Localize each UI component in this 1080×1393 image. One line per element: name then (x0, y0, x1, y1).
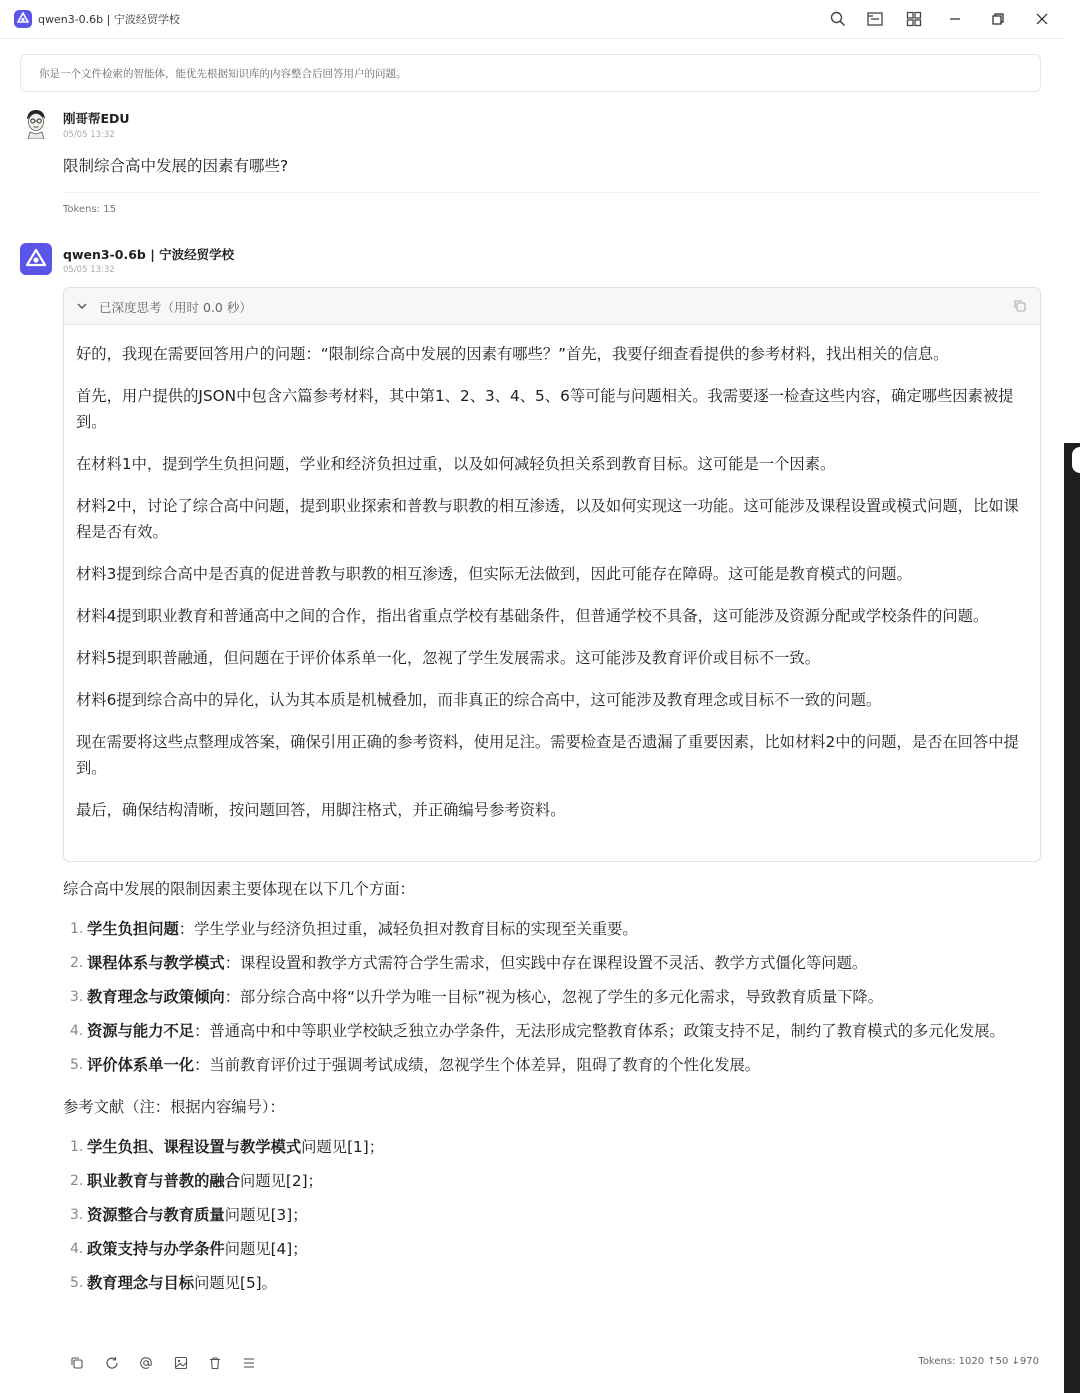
list-item: 1. 学生负担、课程设置与教学模式问题见[1]； (70, 1138, 385, 1156)
list-item: 2. 课程体系与教学模式：课程设置和教学方式需符合学生需求，但实践中存在课程设置不灵活、教学方式僵化等问题。 (70, 954, 868, 972)
user-avatar (20, 107, 52, 139)
app-logo-icon (14, 10, 32, 28)
assistant-message-time: 05/05 13:32 (63, 265, 115, 275)
minimize-icon[interactable] (945, 9, 965, 29)
thinking-paragraph: 最后，确保结构清晰，按问题回答，用脚注格式，并正确编号参考资料。 (76, 801, 566, 819)
thinking-paragraph: 材料4提到职业教育和普通高中之间的合作，指出省重点学校有基础条件，但普通学校不具备，这可能涉及资源分配或学校条件的问题。 (76, 607, 989, 625)
split-view-icon[interactable] (865, 9, 885, 29)
thinking-header[interactable] (64, 288, 1040, 325)
grid-icon[interactable] (904, 9, 924, 29)
assistant-answer (63, 876, 1039, 1312)
list-item: 3. 资源整合与教育质量问题见[3]； (70, 1206, 308, 1224)
thinking-paragraph: 材料5提到职普融通，但问题在于评价体系单一化，忽视了学生发展需求。这可能涉及教育评价或目标不一致。 (76, 649, 820, 667)
answer-intro: 综合高中发展的限制因素主要体现在以下几个方面： (63, 880, 415, 898)
menu-icon[interactable] (241, 1355, 257, 1371)
regenerate-icon[interactable] (104, 1355, 120, 1371)
user-message-time: 05/05 13:32 (63, 130, 115, 140)
user-question: 限制综合高中发展的因素有哪些? (63, 157, 289, 175)
mention-icon[interactable] (138, 1355, 154, 1371)
factor-list (63, 916, 1039, 1078)
search-icon[interactable] (828, 9, 848, 29)
system-prompt-text: 你是一个文件检索的智能体，能优先根据知识库的内容整合后回答用户的问题。 (39, 68, 407, 80)
user-tokens: Tokens: 15 (63, 204, 116, 215)
list-item: 2. 职业教育与普教的融合问题见[2]； (70, 1172, 323, 1190)
references-intro: 参考文献（注：根据内容编号）： (63, 1098, 285, 1116)
assistant-name: qwen3-0.6b | 宁波经贸学校 (63, 247, 235, 262)
thinking-title: 已深度思考（用时 0.0 秒） (99, 300, 252, 315)
thinking-paragraph: 材料2中，讨论了综合高中问题，提到职业探索和普教与职教的相互渗透，以及如何实现这一功能。这可能涉及课程设置或模式问题，比如课程是否有效。 (76, 497, 1019, 541)
thinking-paragraph: 好的，我现在需要回答用户的问题：“限制综合高中发展的因素有哪些？”首先，我要仔细查看提供的参考材料，找出相关的信息。 (76, 345, 949, 363)
copy-icon[interactable] (69, 1355, 85, 1371)
list-item: 5. 教育理念与目标问题见[5]。 (70, 1274, 277, 1292)
list-item: 3. 教育理念与政策倾向：部分综合高中将“以升学为唯一目标”视为核心，忽视了学生的多元化需求，导致教育质量下降。 (70, 988, 884, 1006)
list-item: 4. 资源与能力不足：普通高中和中等职业学校缺乏独立办学条件，无法形成完整教育体系；政策支持不足，制约了教育模式的多元化发展。 (70, 1022, 1005, 1040)
chevron-down-icon[interactable] (74, 298, 90, 314)
window-title: qwen3-0.6b | 宁波经贸学校 (38, 13, 180, 26)
thinking-paragraph: 在材料1中，提到学生负担问题，学业和经济负担过重，以及如何减轻负担关系到教育目标。这可能是一个因素。 (76, 455, 836, 473)
thinking-paragraph: 现在需要将这些点整理成答案，确保引用正确的参考资料，使用足注。需要检查是否遗漏了重要因素，比如材料2中的问题，是否在回答中提到。 (76, 733, 1019, 777)
title-bar (0, 0, 1064, 39)
list-item: 5. 评价体系单一化：当前教育评价过于强调考试成绩，忽视学生个体差异，阻碍了教育的个性化发展。 (70, 1056, 761, 1074)
assistant-avatar (20, 243, 52, 275)
thinking-body (76, 341, 1032, 839)
assistant-tokens: Tokens: 1020 ↑50 ↓970 (918, 1356, 1039, 1367)
list-item: 1. 学生负担问题：学生学业与经济负担过重，减轻负担对教育目标的实现至关重要。 (70, 920, 638, 938)
reference-list (63, 1134, 1039, 1296)
thinking-paragraph: 材料6提到综合高中的异化，认为其本质是机械叠加，而非真正的综合高中，这可能涉及教育理念或目标不一致的问题。 (76, 691, 882, 709)
close-icon[interactable] (1032, 9, 1052, 29)
message-divider (63, 192, 1039, 193)
delete-icon[interactable] (207, 1355, 223, 1371)
thinking-paragraph: 首先，用户提供的JSON中包含六篇参考材料，其中第1、2、3、4、5、6等可能与问题相关。我需要逐一检查这些内容，确定哪些因素被提到。 (76, 387, 1014, 431)
background-window-edge (1064, 0, 1080, 1393)
copy-icon[interactable] (1012, 298, 1028, 314)
system-prompt-box[interactable] (20, 54, 1041, 92)
thinking-paragraph: 材料3提到综合高中是否真的促进普教与职教的相互渗透，但实际无法做到，因此可能存在障碍。这可能是教育模式的问题。 (76, 565, 912, 583)
user-name: 刚哥帮EDU (63, 111, 130, 126)
thinking-panel (63, 287, 1041, 862)
image-icon[interactable] (173, 1355, 189, 1371)
message-toolbar (63, 1353, 1039, 1373)
list-item: 4. 政策支持与办学条件问题见[4]； (70, 1240, 308, 1258)
restore-icon[interactable] (988, 9, 1008, 29)
